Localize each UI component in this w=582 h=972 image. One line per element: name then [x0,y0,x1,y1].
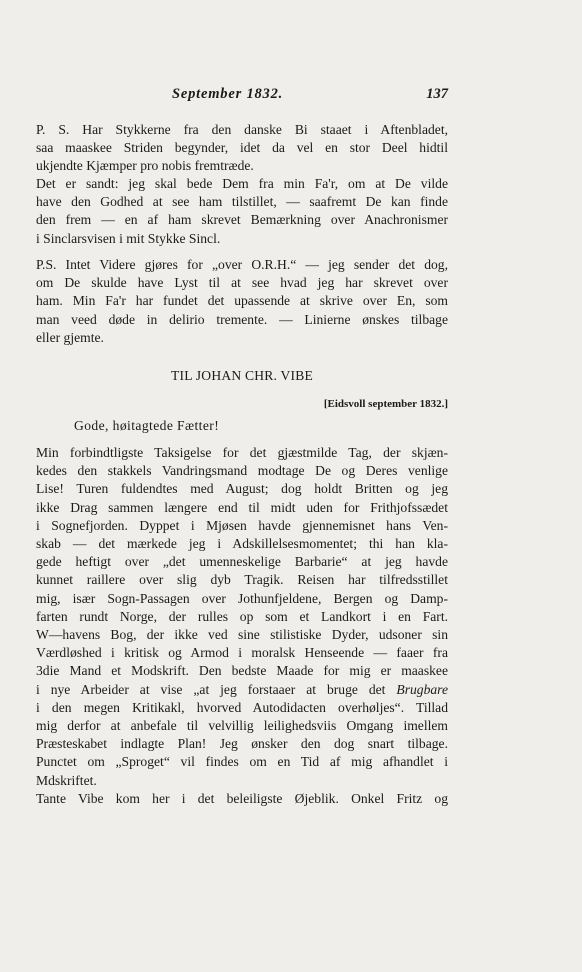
text-line: om De skulde have Lyst til at see hvad jeg har skrevet over [36,275,448,291]
text-line: gede heftigt over „det umenneskelige Barbarie“ at jeg havde [36,554,448,570]
text-line: ham. Min Fa'r har fundet det upassende at skrive over En, som [36,293,448,309]
text-line: kunnet raillere over slig dyb Tragik. Reisen har tilfredsstillet [36,572,448,588]
text-line: farten rundt Norge, der rulles op som et Landkort i en Fart. [36,608,448,624]
letter-paragraph-3 [36,790,448,808]
running-header [36,86,448,106]
letter-title: TIL JOHAN CHR. VIBE [170,368,313,383]
text-line: W—havens Bog, der ikke ved sine stilistiske Dyder, udsoner sin [36,627,448,642]
text-line: mig, især Sogn-Passagen over Jothunfjeldene, Bergen og Damp- [36,590,448,606]
text-line: Værdløshed i kritisk og Armod i moralsk Henseende — faaer fra [36,645,448,661]
text-line: saa maaskee Striden begynder, idet da vel en stor Deel hidtil [36,140,448,156]
text-line: ikke Drag sammen længere end til midt uden for Frithjofssædet [36,499,448,515]
letter-salutation: Gode, høitagtede Fætter! [74,418,220,433]
postscript-2 [36,256,448,347]
text-line: i nye Arbeider at vise „at jeg forstaaer at bruge det Brugbare [36,681,448,697]
text-line: i Sinclarsvisen i mit Stykke Sincl. [36,230,221,246]
text-line: ukjendte Kjæmper pro nobis fremtræde. [36,158,254,174]
text-line: man veed døde in delirio tremente. — Linierne ønskes tilbage [36,311,448,327]
text-line: Tante Vibe kom her i det beleiligste Øjeblik. Onkel Fritz og [36,791,448,806]
page-number: 137 [426,86,448,102]
letter-paragraph-2 [36,626,448,790]
text-line: Det er sandt: jeg skal bede Dem fra min Fa'r, om at De vilde [36,176,448,191]
postscript-1 [36,121,448,176]
text-line: P. S. Har Stykkerne fra den danske Bi staaet i Aftenbladet, [36,122,448,137]
running-title: September 1832. [172,86,284,102]
text-line: i Sognefjorden. Dyppet i Mjøsen havde gjennemisnet hans Ven- [36,517,448,533]
letter-paragraph-1 [36,444,448,626]
text-line: kedes den stakkels Vandringsmand modtage De og Deres venlige [36,463,448,479]
text-line: den frem — en af ham skrevet Bemærkning over Anachronismer [36,212,448,228]
text-line: eller gjemte. [36,329,104,345]
emphasis: Brugbare [396,681,448,697]
text-line: 3die Mand et Modskrift. Den bedste Maade for mig er maaskee [36,663,448,679]
text-line: mig derfor at anbefale til velvillig leilighedsviis Omgang imellem [36,717,448,733]
text-line: skab — det mærkede jeg i Adskillelsesmomentet; thi han kla- [36,535,448,551]
postscript-1-continued [36,175,448,248]
text-line: Mdskriftet. [36,772,97,788]
text-line: P.S. Intet Videre gjøres for „over O.R.H.“ — jeg sender det dog, [36,257,448,272]
text-line: Præsteskabet indlagte Plan! Jeg ønsker den dog snart tilbage. [36,736,448,752]
text-line: Lise! Turen fuldendtes med August; dog holdt Britten og jeg [36,481,448,497]
text-line: Punctet om „Sproget“ vil findes om en Tid af mig afhandlet i [36,754,448,770]
text-line: have den Godhed at see ham tilstillet, — saafremt De kan finde [36,194,448,210]
text-line: Min forbindtligste Taksigelse for det gjæstmilde Tag, der skjæn- [36,445,448,460]
text-line: i den megen Kritikakl, hvorved Autodidacten overhøljes“. Tillad [36,699,448,715]
letter-dateline: [Eidsvoll september 1832.] [323,398,448,410]
